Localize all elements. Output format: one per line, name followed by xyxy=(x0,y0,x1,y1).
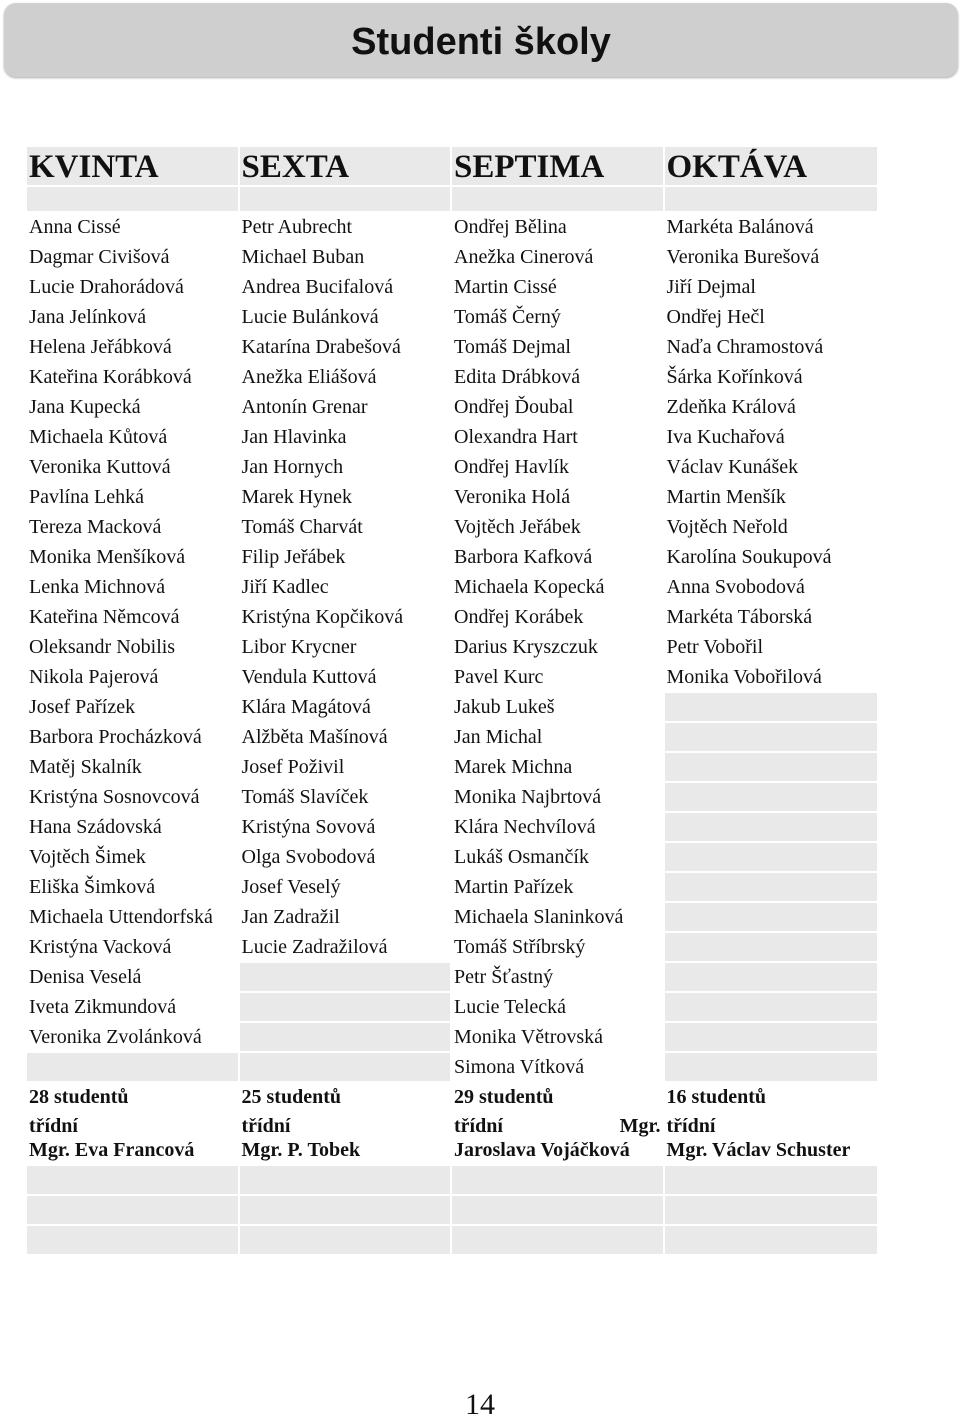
student-row xyxy=(27,573,877,603)
empty-cell xyxy=(665,723,878,753)
student-name: Petr Aubrecht xyxy=(240,213,453,243)
empty-cell xyxy=(27,1196,240,1226)
empty-cell xyxy=(452,1196,665,1226)
class-teacher-name: Mgr. Eva Francová xyxy=(29,1139,195,1161)
student-name: Jiří Dejmal xyxy=(665,273,878,303)
class-teacher-name: Mgr. Václav Schuster xyxy=(666,1139,851,1161)
student-name: Martin Pařízek xyxy=(452,873,665,903)
student-row xyxy=(27,693,877,723)
student-name: Veronika Holá xyxy=(452,483,665,513)
student-name: Veronika Burešová xyxy=(665,243,878,273)
student-name: Vojtěch Jeřábek xyxy=(452,513,665,543)
empty-cell xyxy=(665,873,878,903)
student-name: Klára Magátová xyxy=(240,693,453,723)
class-header-row xyxy=(27,147,877,187)
student-name: Petr Šťastný xyxy=(452,963,665,993)
student-count: 28 studentů xyxy=(27,1083,240,1113)
student-name: Iveta Zikmundová xyxy=(27,993,240,1023)
class-name: SEPTIMA xyxy=(452,147,665,187)
student-name: Dagmar Civišová xyxy=(27,243,240,273)
student-count: 29 studentů xyxy=(452,1083,665,1113)
empty-cell xyxy=(665,1023,878,1053)
student-row xyxy=(27,453,877,483)
student-name: Lucie Zadražilová xyxy=(240,933,453,963)
student-name: Anna Svobodová xyxy=(665,573,878,603)
title-bar xyxy=(4,3,958,77)
student-name: Kateřina Korábková xyxy=(27,363,240,393)
student-name: Libor Krycner xyxy=(240,633,453,663)
student-row xyxy=(27,1023,877,1053)
student-name: Monika Najbrtová xyxy=(452,783,665,813)
empty-cell xyxy=(665,963,878,993)
class-name: KVINTA xyxy=(27,147,240,187)
student-name: Josef Veselý xyxy=(240,873,453,903)
student-name: Markéta Balánová xyxy=(665,213,878,243)
student-name: Klára Nechvílová xyxy=(452,813,665,843)
student-name: Monika Menšíková xyxy=(27,543,240,573)
class-teacher-cell xyxy=(452,1113,665,1166)
student-row xyxy=(27,363,877,393)
empty-cell xyxy=(240,993,453,1023)
student-row xyxy=(27,783,877,813)
student-row xyxy=(27,303,877,333)
student-name: Kateřina Němcová xyxy=(27,603,240,633)
student-name: Darius Kryszczuk xyxy=(452,633,665,663)
student-row xyxy=(27,393,877,423)
student-name: Naďa Chramostová xyxy=(665,333,878,363)
student-name: Jana Kupecká xyxy=(27,393,240,423)
student-name: Josef Poživil xyxy=(240,753,453,783)
student-name: Oleksandr Nobilis xyxy=(27,633,240,663)
class-teacher-name: Jaroslava Vojáčková xyxy=(454,1139,630,1161)
student-name: Vojtěch Neřold xyxy=(665,513,878,543)
student-row xyxy=(27,423,877,453)
student-row xyxy=(27,333,877,363)
empty-cell xyxy=(665,813,878,843)
student-row xyxy=(27,993,877,1023)
student-row xyxy=(27,933,877,963)
student-name: Kristýna Kopčiková xyxy=(240,603,453,633)
student-row xyxy=(27,753,877,783)
class-teacher-label: třídní xyxy=(666,1115,716,1137)
student-name: Lucie Drahorádová xyxy=(27,273,240,303)
student-name: Ondřej Havlík xyxy=(452,453,665,483)
student-name: Nikola Pajerová xyxy=(27,663,240,693)
student-row xyxy=(27,873,877,903)
student-row xyxy=(27,633,877,663)
student-name: Lucie Bulánková xyxy=(240,303,453,333)
student-name: Marek Hynek xyxy=(240,483,453,513)
student-name: Anna Cissé xyxy=(27,213,240,243)
student-name: Olexandra Hart xyxy=(452,423,665,453)
student-row xyxy=(27,273,877,303)
page-number: 14 xyxy=(465,1388,495,1421)
student-name: Petr Vobořil xyxy=(665,633,878,663)
student-name: Jan Michal xyxy=(452,723,665,753)
student-name: Alžběta Mašínová xyxy=(240,723,453,753)
empty-cell xyxy=(452,1226,665,1256)
student-name: Edita Drábková xyxy=(452,363,665,393)
empty-cell xyxy=(665,1053,878,1083)
student-name: Vojtěch Šimek xyxy=(27,843,240,873)
student-name: Tomáš Charvát xyxy=(240,513,453,543)
student-name: Tomáš Slavíček xyxy=(240,783,453,813)
student-name: Michaela Uttendorfská xyxy=(27,903,240,933)
class-name: SEXTA xyxy=(240,147,453,187)
student-name: Ondřej Hečl xyxy=(665,303,878,333)
student-name: Ondřej Ďoubal xyxy=(452,393,665,423)
student-row xyxy=(27,513,877,543)
student-name: Jan Zadražil xyxy=(240,903,453,933)
student-name: Anežka Eliášová xyxy=(240,363,453,393)
student-name: Šárka Kořínková xyxy=(665,363,878,393)
student-name: Kristýna Sosnovcová xyxy=(27,783,240,813)
student-name: Matěj Skalník xyxy=(27,753,240,783)
empty-cell xyxy=(240,1226,453,1256)
student-name: Karolína Soukupová xyxy=(665,543,878,573)
empty-cell xyxy=(665,693,878,723)
student-name: Veronika Zvolánková xyxy=(27,1023,240,1053)
student-row xyxy=(27,483,877,513)
student-name: Michaela Slaninková xyxy=(452,903,665,933)
empty-cell xyxy=(27,1226,240,1256)
student-name: Tomáš Dejmal xyxy=(452,333,665,363)
student-name: Hana Szádovská xyxy=(27,813,240,843)
empty-cell xyxy=(240,1023,453,1053)
class-teacher-label: třídní xyxy=(29,1115,78,1137)
student-name: Olga Svobodová xyxy=(240,843,453,873)
class-teacher-cell xyxy=(665,1113,878,1166)
student-row xyxy=(27,903,877,933)
student-name: Markéta Táborská xyxy=(665,603,878,633)
spacer-row xyxy=(27,187,877,213)
empty-cell xyxy=(452,1166,665,1196)
student-row xyxy=(27,243,877,273)
student-name: Helena Jeřábková xyxy=(27,333,240,363)
empty-cell xyxy=(665,843,878,873)
student-row xyxy=(27,1053,877,1083)
student-row xyxy=(27,843,877,873)
class-teacher-label: třídní Mgr. xyxy=(454,1115,661,1137)
student-name: Andrea Bucifalová xyxy=(240,273,453,303)
student-name: Tomáš Stříbrský xyxy=(452,933,665,963)
student-name: Tomáš Černý xyxy=(452,303,665,333)
student-name: Barbora Kafková xyxy=(452,543,665,573)
student-name: Václav Kunášek xyxy=(665,453,878,483)
empty-cell xyxy=(665,753,878,783)
page-title: Studenti školy xyxy=(351,21,611,63)
student-name: Jan Hlavinka xyxy=(240,423,453,453)
empty-row xyxy=(27,1196,877,1226)
class-teacher-row xyxy=(27,1113,877,1166)
student-roster-table xyxy=(27,147,877,1256)
student-name: Iva Kuchařová xyxy=(665,423,878,453)
student-count: 25 studentů xyxy=(240,1083,453,1113)
student-row xyxy=(27,663,877,693)
empty-cell xyxy=(240,1053,453,1083)
student-name: Monika Větrovská xyxy=(452,1023,665,1053)
student-name: Jakub Lukeš xyxy=(452,693,665,723)
student-name: Michaela Kůtová xyxy=(27,423,240,453)
empty-cell xyxy=(665,933,878,963)
student-name: Veronika Kuttová xyxy=(27,453,240,483)
student-name: Anežka Cinerová xyxy=(452,243,665,273)
student-name: Martin Menšík xyxy=(665,483,878,513)
empty-cell xyxy=(240,1166,453,1196)
student-name: Denisa Veselá xyxy=(27,963,240,993)
empty-cell xyxy=(27,1166,240,1196)
empty-cell xyxy=(665,1166,878,1196)
student-name: Lukáš Osmančík xyxy=(452,843,665,873)
class-teacher-label: třídní xyxy=(241,1115,291,1137)
student-name: Marek Michna xyxy=(452,753,665,783)
student-name: Michael Buban xyxy=(240,243,453,273)
student-name: Josef Pařízek xyxy=(27,693,240,723)
student-name: Simona Vítková xyxy=(452,1053,665,1083)
student-name: Ondřej Korábek xyxy=(452,603,665,633)
student-name: Jiří Kadlec xyxy=(240,573,453,603)
student-name: Monika Vobořilová xyxy=(665,663,878,693)
empty-cell xyxy=(665,1226,878,1256)
class-teacher-cell xyxy=(27,1113,240,1166)
student-name: Martin Cissé xyxy=(452,273,665,303)
student-row xyxy=(27,543,877,573)
student-row xyxy=(27,963,877,993)
class-name: OKTÁVA xyxy=(665,147,878,187)
student-row xyxy=(27,723,877,753)
student-name: Tereza Macková xyxy=(27,513,240,543)
roster-body xyxy=(27,147,877,1256)
student-row xyxy=(27,603,877,633)
student-count-row xyxy=(27,1083,877,1113)
student-name: Pavel Kurc xyxy=(452,663,665,693)
student-name: Eliška Šimková xyxy=(27,873,240,903)
student-name: Barbora Procházková xyxy=(27,723,240,753)
student-name: Kristýna Sovová xyxy=(240,813,453,843)
student-name: Jan Hornych xyxy=(240,453,453,483)
student-name: Lucie Telecká xyxy=(452,993,665,1023)
student-name: Michaela Kopecká xyxy=(452,573,665,603)
empty-cell xyxy=(240,1196,453,1226)
empty-cell xyxy=(665,783,878,813)
student-name: Pavlína Lehká xyxy=(27,483,240,513)
student-row xyxy=(27,813,877,843)
empty-cell xyxy=(240,963,453,993)
class-teacher-name: Mgr. P. Tobek xyxy=(241,1139,361,1161)
student-row xyxy=(27,213,877,243)
empty-row xyxy=(27,1226,877,1256)
student-name: Kristýna Vacková xyxy=(27,933,240,963)
student-name: Katarína Drabešová xyxy=(240,333,453,363)
student-name: Zdeňka Králová xyxy=(665,393,878,423)
student-count: 16 studentů xyxy=(665,1083,878,1113)
student-name: Filip Jeřábek xyxy=(240,543,453,573)
student-name: Vendula Kuttová xyxy=(240,663,453,693)
student-name: Antonín Grenar xyxy=(240,393,453,423)
empty-row xyxy=(27,1166,877,1196)
student-name: Ondřej Bělina xyxy=(452,213,665,243)
empty-cell xyxy=(665,903,878,933)
student-name: Jana Jelínková xyxy=(27,303,240,333)
student-name: Lenka Michnová xyxy=(27,573,240,603)
empty-cell xyxy=(665,993,878,1023)
empty-cell xyxy=(665,1196,878,1226)
empty-cell xyxy=(27,1053,240,1083)
class-teacher-cell xyxy=(240,1113,453,1166)
